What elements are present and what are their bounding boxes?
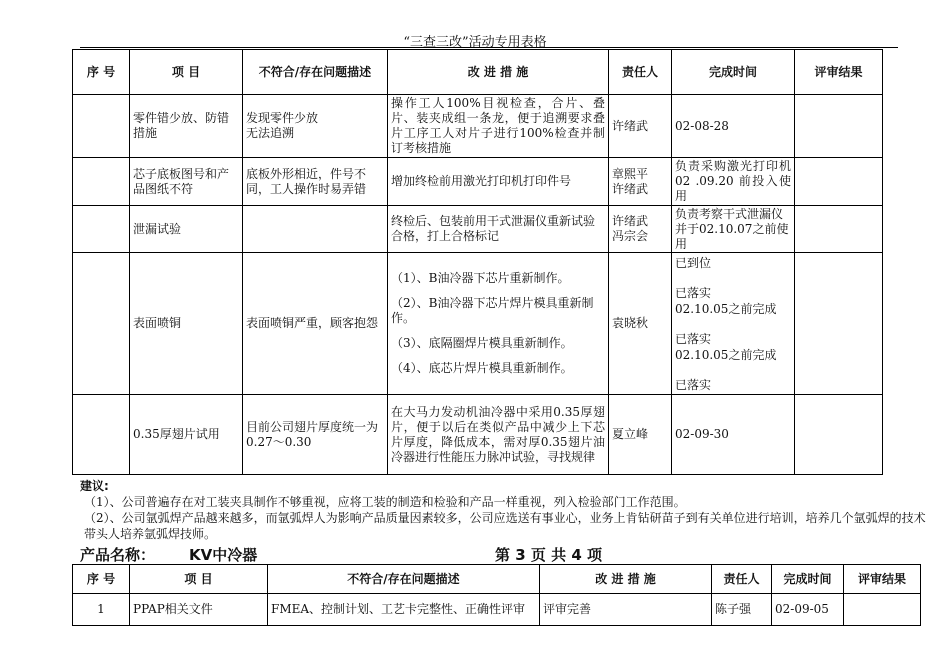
row-result: [795, 395, 883, 475]
col-header-time: 完成时间: [672, 50, 795, 95]
product-value: KV中冷器: [189, 546, 258, 564]
row-result: [844, 594, 921, 626]
main-table: [72, 49, 883, 475]
row-item: 零件错少放、防错措施: [130, 95, 243, 158]
row-issue: 表面喷铜严重，顾客抱怨: [243, 253, 388, 395]
row-time: 02-09-05: [772, 594, 844, 626]
page-info: 第 3 页 共 4 项: [495, 546, 602, 564]
row-person: 许绪武: [609, 95, 672, 158]
row-result: [795, 253, 883, 395]
row-issue: 发现零件少放 无法追溯: [243, 95, 388, 158]
table-header-row: [73, 565, 921, 594]
suggestions-label: 建议:: [80, 479, 109, 493]
row-times: [672, 253, 795, 395]
col-header-result: 评审结果: [844, 565, 921, 594]
row-person: 袁晓秋: [609, 253, 672, 395]
col-header-time: 完成时间: [772, 565, 844, 594]
row-person: 许绪武 冯宗会: [609, 206, 672, 253]
col-header-measure: 改 进 措 施: [540, 565, 712, 594]
row-item: 0.35厚翅片试用: [130, 395, 243, 475]
row-no: [73, 253, 130, 395]
col-header-measure: 改 进 措 施: [388, 50, 609, 95]
row-item: 表面喷铜: [130, 253, 243, 395]
measure-line: （1）、B油冷器下芯片重新制作。: [391, 271, 570, 285]
row-issue: [243, 206, 388, 253]
col-header-item: 项 目: [130, 565, 268, 594]
form-title: “三查三改”活动专用表格: [403, 35, 547, 50]
row-measure: 操作工人100%目视检查，合片、叠片、装夹成组一条龙，便于追溯要求叠片工序工人对片子进行100%检查并制订考核措施: [388, 95, 609, 158]
row-no: [73, 95, 130, 158]
suggestions: [80, 478, 930, 542]
row-result: [795, 95, 883, 158]
row-issue: 目前公司翅片厚度统一为0.27～0.30: [243, 395, 388, 475]
measure-line: （2）、B油冷器下芯片焊片模具重新制作。: [391, 296, 594, 325]
table-header-row: [73, 50, 883, 95]
row-person: 章熙平 许绪武: [609, 158, 672, 206]
row-time: 02-09-30: [672, 395, 795, 475]
row-measure: 在大马力发动机油冷器中采用0.35厚翅片，便于以后在类似产品中减少上下芯片厚度，降低成本，需对厚0.35翅片油冷器进行性能压力脉冲试验，寻找规律: [388, 395, 609, 475]
table-row: [73, 253, 883, 395]
col-header-issue: 不符合/存在问题描述: [268, 565, 540, 594]
row-time: 负责采购激光打印机 02 .09.20 前投入使用: [672, 158, 795, 206]
row-person: 夏立峰: [609, 395, 672, 475]
row-item: 芯子底板图号和产品图纸不符: [130, 158, 243, 206]
row-time: 负责考察干式泄漏仪并于02.10.07之前使用: [672, 206, 795, 253]
table-row: [73, 206, 883, 253]
col-header-person: 责任人: [712, 565, 772, 594]
table-row: [73, 158, 883, 206]
table-row: [73, 95, 883, 158]
row-item: PPAP相关文件: [130, 594, 268, 626]
row-item: 泄漏试验: [130, 206, 243, 253]
row-no: [73, 395, 130, 475]
col-header-result: 评审结果: [795, 50, 883, 95]
col-header-person: 责任人: [609, 50, 672, 95]
col-header-item: 项 目: [130, 50, 243, 95]
row-no: [73, 206, 130, 253]
second-table: [72, 564, 921, 626]
time-line: 已落实: [675, 377, 712, 392]
table-row: [73, 395, 883, 475]
product-name: [80, 544, 257, 565]
product-label: 产品名称：: [80, 546, 156, 564]
table-row: [73, 594, 921, 626]
col-header-no: 序 号: [73, 50, 130, 95]
col-header-no: 序 号: [73, 565, 130, 594]
row-result: [795, 158, 883, 206]
time-line: 已到位: [675, 255, 712, 270]
row-measure: 增加终检前用激光打印机打印件号: [388, 158, 609, 206]
time-line: 已落实 02.10.05之前完成: [675, 331, 777, 362]
row-issue: 底板外形相近，件号不同，工人操作时易弄错: [243, 158, 388, 206]
row-no: 1: [73, 594, 130, 626]
row-issue: FMEA、控制计划、工艺卡完整性、正确性评审: [268, 594, 540, 626]
row-result: [795, 206, 883, 253]
row-measures: [388, 253, 609, 395]
suggestion-item: （1）、公司普遍存在对工装夹具制作不够重视，应将工装的制造和检验和产品一样重视，列入检验部门工作范围。: [84, 495, 686, 509]
measure-line: （4）、底芯片焊片模具重新制作。: [391, 361, 573, 375]
row-measure: 终检后、包装前用干式泄漏仪重新试验合格，打上合格标记: [388, 206, 609, 253]
suggestion-item: （2）、公司氩弧焊产品越来越多，而氩弧焊人为影响产品质量因素较多，公司应选送有事业心，业务上肯钻研苗子到有关单位进行培训，培养几个氩弧焊的技术带头人培养氩弧焊技师。: [84, 511, 926, 541]
measure-line: （3）、底隔圈焊片模具重新制作。: [391, 336, 573, 350]
top-rule: [80, 47, 898, 48]
row-person: 陈子强: [712, 594, 772, 626]
col-header-issue: 不符合/存在问题描述: [243, 50, 388, 95]
row-measure: 评审完善: [540, 594, 712, 626]
row-no: [73, 158, 130, 206]
row-time: 02-08-28: [672, 95, 795, 158]
time-line: 已落实 02.10.05之前完成: [675, 285, 777, 316]
